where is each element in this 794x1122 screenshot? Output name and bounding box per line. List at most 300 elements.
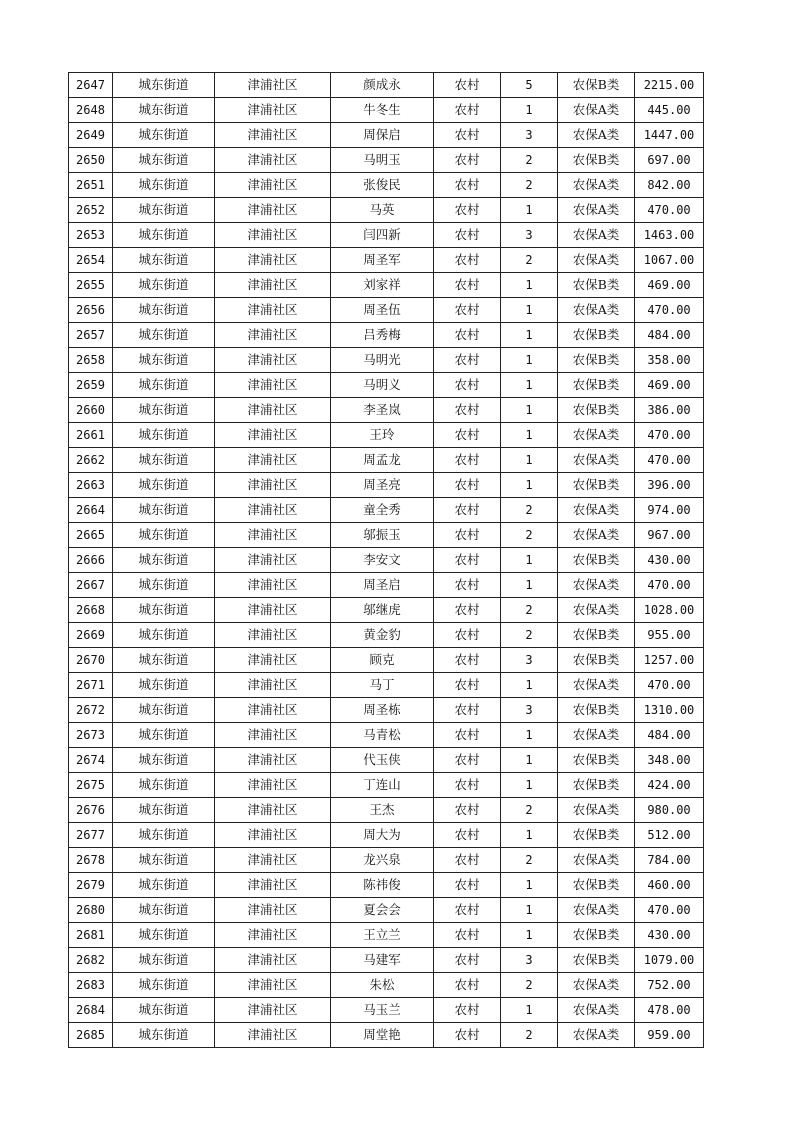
insurance-category-cell: 农保B类: [558, 773, 635, 798]
street-cell: 城东街道: [113, 848, 215, 873]
table-row: [69, 623, 704, 648]
family-size-cell: 1: [501, 998, 558, 1023]
street-cell: 城东街道: [113, 223, 215, 248]
street-cell: 城东街道: [113, 173, 215, 198]
street-cell: 城东街道: [113, 98, 215, 123]
street-cell: 城东街道: [113, 998, 215, 1023]
family-size-cell: 3: [501, 648, 558, 673]
street-cell: 城东街道: [113, 298, 215, 323]
community-cell: 津浦社区: [215, 373, 331, 398]
amount-cell: 1310.00: [635, 698, 704, 723]
table-row: [69, 923, 704, 948]
row-number-cell: 2648: [69, 98, 113, 123]
family-size-cell: 2: [501, 498, 558, 523]
row-number-cell: 2657: [69, 323, 113, 348]
household-type-cell: 农村: [434, 448, 501, 473]
family-size-cell: 3: [501, 223, 558, 248]
household-type-cell: 农村: [434, 973, 501, 998]
street-cell: 城东街道: [113, 198, 215, 223]
row-number-cell: 2671: [69, 673, 113, 698]
row-number-cell: 2663: [69, 473, 113, 498]
street-cell: 城东街道: [113, 923, 215, 948]
amount-cell: 697.00: [635, 148, 704, 173]
household-type-cell: 农村: [434, 548, 501, 573]
table-row: [69, 448, 704, 473]
name-cell: 刘家祥: [331, 273, 434, 298]
community-cell: 津浦社区: [215, 648, 331, 673]
name-cell: 王玲: [331, 423, 434, 448]
name-cell: 周保启: [331, 123, 434, 148]
household-type-cell: 农村: [434, 648, 501, 673]
table-row: [69, 348, 704, 373]
amount-cell: 470.00: [635, 423, 704, 448]
community-cell: 津浦社区: [215, 448, 331, 473]
table-row: [69, 723, 704, 748]
insurance-category-cell: 农保A类: [558, 898, 635, 923]
insurance-category-cell: 农保B类: [558, 748, 635, 773]
table-row: [69, 973, 704, 998]
name-cell: 马玉兰: [331, 998, 434, 1023]
name-cell: 李安文: [331, 548, 434, 573]
insurance-category-cell: 农保A类: [558, 223, 635, 248]
household-type-cell: 农村: [434, 798, 501, 823]
household-type-cell: 农村: [434, 298, 501, 323]
amount-cell: 460.00: [635, 873, 704, 898]
row-number-cell: 2653: [69, 223, 113, 248]
street-cell: 城东街道: [113, 673, 215, 698]
family-size-cell: 1: [501, 573, 558, 598]
row-number-cell: 2678: [69, 848, 113, 873]
community-cell: 津浦社区: [215, 698, 331, 723]
household-type-cell: 农村: [434, 323, 501, 348]
family-size-cell: 2: [501, 173, 558, 198]
family-size-cell: 2: [501, 623, 558, 648]
insurance-category-cell: 农保A类: [558, 423, 635, 448]
row-number-cell: 2659: [69, 373, 113, 398]
street-cell: 城东街道: [113, 373, 215, 398]
insurance-category-cell: 农保A类: [558, 1023, 635, 1048]
community-cell: 津浦社区: [215, 473, 331, 498]
amount-cell: 2215.00: [635, 73, 704, 98]
community-cell: 津浦社区: [215, 398, 331, 423]
name-cell: 朱松: [331, 973, 434, 998]
community-cell: 津浦社区: [215, 598, 331, 623]
household-type-cell: 农村: [434, 223, 501, 248]
street-cell: 城东街道: [113, 648, 215, 673]
name-cell: 马英: [331, 198, 434, 223]
household-type-cell: 农村: [434, 373, 501, 398]
row-number-cell: 2656: [69, 298, 113, 323]
community-cell: 津浦社区: [215, 823, 331, 848]
insurance-category-cell: 农保A类: [558, 998, 635, 1023]
amount-cell: 484.00: [635, 723, 704, 748]
household-type-cell: 农村: [434, 498, 501, 523]
household-type-cell: 农村: [434, 773, 501, 798]
street-cell: 城东街道: [113, 148, 215, 173]
name-cell: 马明玉: [331, 148, 434, 173]
name-cell: 龙兴泉: [331, 848, 434, 873]
family-size-cell: 1: [501, 673, 558, 698]
row-number-cell: 2649: [69, 123, 113, 148]
name-cell: 牛冬生: [331, 98, 434, 123]
street-cell: 城东街道: [113, 323, 215, 348]
community-cell: 津浦社区: [215, 348, 331, 373]
table-row: [69, 848, 704, 873]
community-cell: 津浦社区: [215, 923, 331, 948]
household-type-cell: 农村: [434, 398, 501, 423]
community-cell: 津浦社区: [215, 73, 331, 98]
row-number-cell: 2651: [69, 173, 113, 198]
amount-cell: 469.00: [635, 373, 704, 398]
community-cell: 津浦社区: [215, 573, 331, 598]
community-cell: 津浦社区: [215, 298, 331, 323]
name-cell: 马明义: [331, 373, 434, 398]
amount-cell: 424.00: [635, 773, 704, 798]
amount-cell: 955.00: [635, 623, 704, 648]
household-type-cell: 农村: [434, 573, 501, 598]
table-row: [69, 298, 704, 323]
name-cell: 马青松: [331, 723, 434, 748]
name-cell: 邬振玉: [331, 523, 434, 548]
table-row: [69, 273, 704, 298]
insurance-category-cell: 农保A类: [558, 298, 635, 323]
row-number-cell: 2680: [69, 898, 113, 923]
amount-cell: 484.00: [635, 323, 704, 348]
family-size-cell: 1: [501, 898, 558, 923]
household-type-cell: 农村: [434, 273, 501, 298]
community-cell: 津浦社区: [215, 173, 331, 198]
table-row: [69, 423, 704, 448]
community-cell: 津浦社区: [215, 223, 331, 248]
table-row: [69, 73, 704, 98]
name-cell: 王立兰: [331, 923, 434, 948]
insurance-category-cell: 农保A类: [558, 848, 635, 873]
household-type-cell: 农村: [434, 248, 501, 273]
street-cell: 城东街道: [113, 398, 215, 423]
family-size-cell: 2: [501, 798, 558, 823]
amount-cell: 974.00: [635, 498, 704, 523]
amount-cell: 959.00: [635, 1023, 704, 1048]
street-cell: 城东街道: [113, 73, 215, 98]
insurance-category-cell: 农保B类: [558, 148, 635, 173]
community-cell: 津浦社区: [215, 148, 331, 173]
street-cell: 城东街道: [113, 948, 215, 973]
name-cell: 丁连山: [331, 773, 434, 798]
insurance-category-cell: 农保B类: [558, 823, 635, 848]
household-type-cell: 农村: [434, 948, 501, 973]
community-cell: 津浦社区: [215, 198, 331, 223]
insurance-category-cell: 农保A类: [558, 573, 635, 598]
amount-cell: 358.00: [635, 348, 704, 373]
amount-cell: 430.00: [635, 548, 704, 573]
table-row: [69, 373, 704, 398]
table-row: [69, 673, 704, 698]
community-cell: 津浦社区: [215, 623, 331, 648]
table-row: [69, 823, 704, 848]
street-cell: 城东街道: [113, 423, 215, 448]
table-row: [69, 223, 704, 248]
name-cell: 周圣启: [331, 573, 434, 598]
amount-cell: 842.00: [635, 173, 704, 198]
table-row: [69, 748, 704, 773]
community-cell: 津浦社区: [215, 948, 331, 973]
table-row: [69, 598, 704, 623]
row-number-cell: 2652: [69, 198, 113, 223]
insurance-category-cell: 农保B类: [558, 323, 635, 348]
street-cell: 城东街道: [113, 748, 215, 773]
table-row: [69, 1023, 704, 1048]
row-number-cell: 2665: [69, 523, 113, 548]
household-type-cell: 农村: [434, 73, 501, 98]
row-number-cell: 2661: [69, 423, 113, 448]
amount-cell: 469.00: [635, 273, 704, 298]
amount-cell: 445.00: [635, 98, 704, 123]
street-cell: 城东街道: [113, 723, 215, 748]
insurance-category-cell: 农保B类: [558, 873, 635, 898]
amount-cell: 1067.00: [635, 248, 704, 273]
street-cell: 城东街道: [113, 973, 215, 998]
family-size-cell: 3: [501, 948, 558, 973]
community-cell: 津浦社区: [215, 123, 331, 148]
table-row: [69, 123, 704, 148]
family-size-cell: 1: [501, 723, 558, 748]
table-row: [69, 548, 704, 573]
table-row: [69, 473, 704, 498]
family-size-cell: 1: [501, 873, 558, 898]
row-number-cell: 2666: [69, 548, 113, 573]
household-type-cell: 农村: [434, 598, 501, 623]
row-number-cell: 2675: [69, 773, 113, 798]
amount-cell: 1079.00: [635, 948, 704, 973]
name-cell: 周堂艳: [331, 1023, 434, 1048]
community-cell: 津浦社区: [215, 998, 331, 1023]
insurance-category-cell: 农保B类: [558, 548, 635, 573]
household-type-cell: 农村: [434, 198, 501, 223]
community-cell: 津浦社区: [215, 973, 331, 998]
insurance-category-cell: 农保A类: [558, 798, 635, 823]
family-size-cell: 1: [501, 373, 558, 398]
street-cell: 城东街道: [113, 773, 215, 798]
community-cell: 津浦社区: [215, 273, 331, 298]
family-size-cell: 1: [501, 398, 558, 423]
household-type-cell: 农村: [434, 748, 501, 773]
household-type-cell: 农村: [434, 173, 501, 198]
amount-cell: 1257.00: [635, 648, 704, 673]
row-number-cell: 2662: [69, 448, 113, 473]
name-cell: 黄金豹: [331, 623, 434, 648]
table-row: [69, 948, 704, 973]
name-cell: 顾克: [331, 648, 434, 673]
row-number-cell: 2670: [69, 648, 113, 673]
amount-cell: 470.00: [635, 898, 704, 923]
insurance-category-cell: 农保B类: [558, 698, 635, 723]
family-size-cell: 1: [501, 548, 558, 573]
amount-cell: 1447.00: [635, 123, 704, 148]
family-size-cell: 1: [501, 473, 558, 498]
insurance-category-cell: 农保A类: [558, 973, 635, 998]
row-number-cell: 2681: [69, 923, 113, 948]
family-size-cell: 2: [501, 848, 558, 873]
insurance-category-cell: 农保A类: [558, 448, 635, 473]
family-size-cell: 2: [501, 598, 558, 623]
name-cell: 马明光: [331, 348, 434, 373]
community-cell: 津浦社区: [215, 98, 331, 123]
row-number-cell: 2658: [69, 348, 113, 373]
table-row: [69, 648, 704, 673]
name-cell: 周大为: [331, 823, 434, 848]
amount-cell: 512.00: [635, 823, 704, 848]
family-size-cell: 1: [501, 323, 558, 348]
household-type-cell: 农村: [434, 898, 501, 923]
table-row: [69, 148, 704, 173]
row-number-cell: 2684: [69, 998, 113, 1023]
family-size-cell: 2: [501, 248, 558, 273]
row-number-cell: 2664: [69, 498, 113, 523]
insurance-category-cell: 农保A类: [558, 248, 635, 273]
community-cell: 津浦社区: [215, 748, 331, 773]
insurance-category-cell: 农保A类: [558, 523, 635, 548]
name-cell: 马丁: [331, 673, 434, 698]
table-row: [69, 173, 704, 198]
amount-cell: 396.00: [635, 473, 704, 498]
household-type-cell: 农村: [434, 923, 501, 948]
household-type-cell: 农村: [434, 848, 501, 873]
street-cell: 城东街道: [113, 273, 215, 298]
row-number-cell: 2654: [69, 248, 113, 273]
insurance-category-cell: 农保A类: [558, 498, 635, 523]
street-cell: 城东街道: [113, 598, 215, 623]
row-number-cell: 2647: [69, 73, 113, 98]
family-size-cell: 2: [501, 1023, 558, 1048]
household-type-cell: 农村: [434, 623, 501, 648]
household-type-cell: 农村: [434, 98, 501, 123]
street-cell: 城东街道: [113, 248, 215, 273]
family-size-cell: 1: [501, 273, 558, 298]
amount-cell: 784.00: [635, 848, 704, 873]
amount-cell: 478.00: [635, 998, 704, 1023]
table-row: [69, 248, 704, 273]
name-cell: 周圣亮: [331, 473, 434, 498]
amount-cell: 386.00: [635, 398, 704, 423]
community-cell: 津浦社区: [215, 248, 331, 273]
household-type-cell: 农村: [434, 723, 501, 748]
row-number-cell: 2650: [69, 148, 113, 173]
street-cell: 城东街道: [113, 698, 215, 723]
row-number-cell: 2683: [69, 973, 113, 998]
family-size-cell: 2: [501, 523, 558, 548]
household-type-cell: 农村: [434, 473, 501, 498]
street-cell: 城东街道: [113, 1023, 215, 1048]
table-row: [69, 873, 704, 898]
amount-cell: 980.00: [635, 798, 704, 823]
street-cell: 城东街道: [113, 798, 215, 823]
family-size-cell: 1: [501, 423, 558, 448]
table-row: [69, 398, 704, 423]
community-cell: 津浦社区: [215, 498, 331, 523]
family-size-cell: 1: [501, 98, 558, 123]
insurance-category-cell: 农保B类: [558, 348, 635, 373]
family-size-cell: 1: [501, 923, 558, 948]
community-cell: 津浦社区: [215, 1023, 331, 1048]
amount-cell: 470.00: [635, 673, 704, 698]
amount-cell: 348.00: [635, 748, 704, 773]
household-type-cell: 农村: [434, 1023, 501, 1048]
street-cell: 城东街道: [113, 123, 215, 148]
row-number-cell: 2682: [69, 948, 113, 973]
amount-cell: 967.00: [635, 523, 704, 548]
insurance-category-cell: 农保B类: [558, 273, 635, 298]
community-cell: 津浦社区: [215, 773, 331, 798]
name-cell: 吕秀梅: [331, 323, 434, 348]
name-cell: 王杰: [331, 798, 434, 823]
street-cell: 城东街道: [113, 898, 215, 923]
street-cell: 城东街道: [113, 823, 215, 848]
row-number-cell: 2668: [69, 598, 113, 623]
name-cell: 童全秀: [331, 498, 434, 523]
table-row: [69, 998, 704, 1023]
table-row: [69, 698, 704, 723]
community-cell: 津浦社区: [215, 898, 331, 923]
family-size-cell: 1: [501, 198, 558, 223]
household-type-cell: 农村: [434, 148, 501, 173]
street-cell: 城东街道: [113, 523, 215, 548]
community-cell: 津浦社区: [215, 873, 331, 898]
amount-cell: 470.00: [635, 448, 704, 473]
row-number-cell: 2655: [69, 273, 113, 298]
name-cell: 周圣栋: [331, 698, 434, 723]
row-number-cell: 2669: [69, 623, 113, 648]
name-cell: 夏会会: [331, 898, 434, 923]
community-cell: 津浦社区: [215, 673, 331, 698]
family-size-cell: 1: [501, 448, 558, 473]
street-cell: 城东街道: [113, 573, 215, 598]
insurance-category-cell: 农保B类: [558, 923, 635, 948]
row-number-cell: 2679: [69, 873, 113, 898]
family-size-cell: 1: [501, 773, 558, 798]
community-cell: 津浦社区: [215, 323, 331, 348]
row-number-cell: 2673: [69, 723, 113, 748]
insurance-category-cell: 农保B类: [558, 373, 635, 398]
household-type-cell: 农村: [434, 873, 501, 898]
row-number-cell: 2672: [69, 698, 113, 723]
family-size-cell: 2: [501, 973, 558, 998]
insurance-category-cell: 农保A类: [558, 598, 635, 623]
household-type-cell: 农村: [434, 123, 501, 148]
household-type-cell: 农村: [434, 823, 501, 848]
insurance-category-cell: 农保B类: [558, 398, 635, 423]
family-size-cell: 1: [501, 298, 558, 323]
amount-cell: 1463.00: [635, 223, 704, 248]
table-row: [69, 323, 704, 348]
name-cell: 颜成永: [331, 73, 434, 98]
name-cell: 马建军: [331, 948, 434, 973]
family-size-cell: 1: [501, 823, 558, 848]
community-cell: 津浦社区: [215, 798, 331, 823]
household-type-cell: 农村: [434, 423, 501, 448]
table-body: [69, 73, 704, 1048]
amount-cell: 470.00: [635, 298, 704, 323]
street-cell: 城东街道: [113, 498, 215, 523]
amount-cell: 470.00: [635, 573, 704, 598]
community-cell: 津浦社区: [215, 423, 331, 448]
insurance-category-cell: 农保B类: [558, 623, 635, 648]
name-cell: 李圣岚: [331, 398, 434, 423]
insurance-category-cell: 农保B类: [558, 73, 635, 98]
row-number-cell: 2667: [69, 573, 113, 598]
row-number-cell: 2676: [69, 798, 113, 823]
community-cell: 津浦社区: [215, 548, 331, 573]
name-cell: 陈祎俊: [331, 873, 434, 898]
